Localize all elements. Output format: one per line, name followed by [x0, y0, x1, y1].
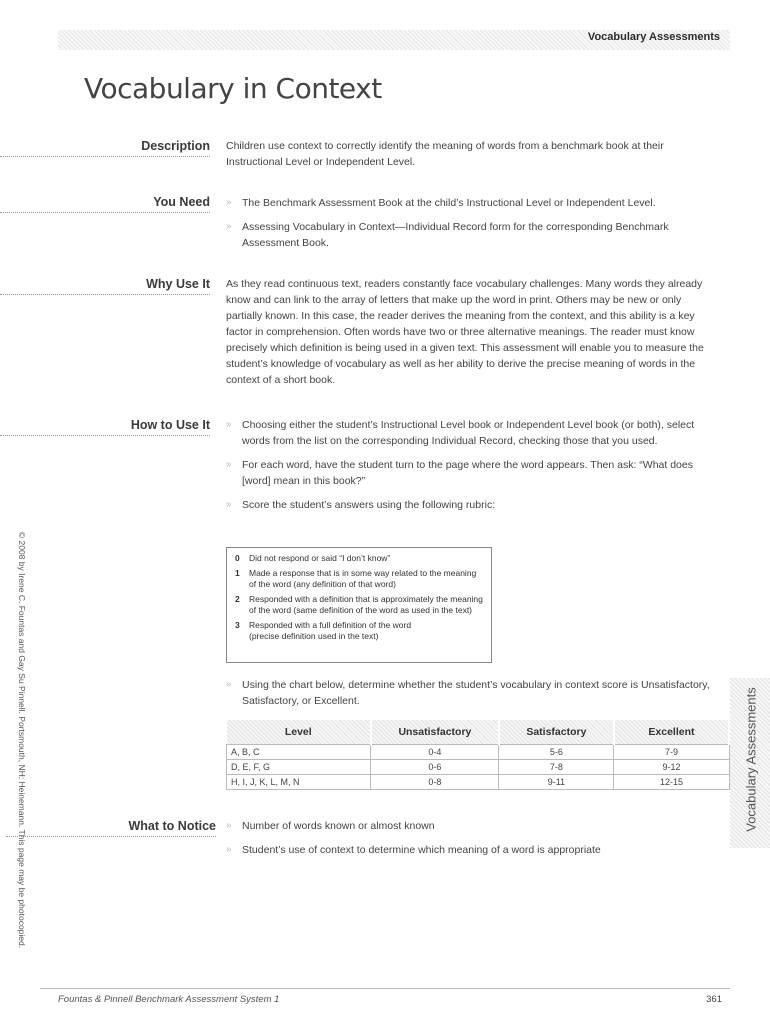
footer-divider	[40, 988, 730, 989]
why-use-it-text: As they read continuous text, readers constantly face vocabulary challenges. Many words they already know and can link to the array of letters that make up the word in print. Others may be new or only partially known. In this case, the reader derives the meaning from the context, and this ability is a key factor in comprehension. Often words have two or three alternative meanings. The reader must know precisely which definition is being used in a given text. This assessment will enable you to measure the student’s knowledge of vocabulary as well as her ability to derive the precise meaning of words in the context of a short book.	[226, 278, 704, 386]
page-title: Vocabulary in Context	[84, 72, 382, 105]
page-number: 361	[706, 994, 722, 1005]
rubric-row	[235, 620, 483, 642]
footer-series-title: Fountas & Pinnell Benchmark Assessment System 1	[58, 994, 280, 1005]
how-to-use-it-list	[226, 417, 716, 521]
rubric-text: Responded with a definition that is approximately the meaning	[249, 594, 483, 604]
list-item	[226, 219, 716, 251]
you-need-label: You Need	[0, 195, 210, 213]
list-item-text: Score the student’s answers using the following rubric:	[242, 499, 496, 511]
table-cell: 5-6	[499, 745, 614, 760]
level-score-table	[226, 720, 730, 790]
header-title: Vocabulary Assessments	[587, 31, 720, 43]
list-item	[226, 842, 716, 858]
list-item-text: Student’s use of context to determine which meaning of a word is appropriate	[242, 844, 601, 856]
list-item	[226, 457, 716, 489]
table-row	[227, 760, 730, 775]
table-cell: A, B, C	[227, 745, 371, 760]
rubric-text: (precise definition used in the text)	[249, 631, 379, 641]
rubric-score: 0	[235, 553, 240, 563]
description-label: Description	[0, 139, 210, 157]
column-header: Unsatisfactory	[371, 720, 499, 745]
rubric-text: Did not respond or said “I don’t know”	[249, 553, 391, 563]
column-header: Excellent	[614, 720, 729, 745]
table-cell: 7-9	[614, 745, 729, 760]
double-chevron-icon: »	[226, 844, 232, 855]
table-cell: 12-15	[614, 775, 729, 790]
table-cell: 0-4	[371, 745, 499, 760]
double-chevron-icon: »	[226, 679, 232, 690]
table-cell: 9-12	[614, 760, 729, 775]
rubric-score: 2	[235, 594, 240, 604]
rubric-score: 1	[235, 568, 240, 578]
scoring-rubric	[226, 547, 492, 663]
chart-instruction	[226, 677, 716, 717]
list-item	[226, 417, 716, 449]
list-item-text: Assessing Vocabulary in Context—Individual Record form for the corresponding Benchmark Assessment Book.	[242, 221, 669, 249]
table-header-row	[227, 720, 730, 745]
double-chevron-icon: »	[226, 419, 232, 430]
rubric-row	[235, 568, 483, 590]
rubric-text: of the word (any definition of that word)	[249, 579, 396, 589]
table-cell: 0-6	[371, 760, 499, 775]
table-cell: 9-11	[499, 775, 614, 790]
double-chevron-icon: »	[226, 197, 232, 208]
list-item	[226, 818, 716, 834]
column-header: Satisfactory	[499, 720, 614, 745]
list-item	[226, 497, 716, 513]
list-item	[226, 677, 716, 709]
double-chevron-icon: »	[226, 459, 232, 470]
rubric-row	[235, 553, 483, 564]
table-cell: D, E, F, G	[227, 760, 371, 775]
double-chevron-icon: »	[226, 820, 232, 831]
list-item-text: The Benchmark Assessment Book at the child’s Instructional Level or Independent Level.	[242, 197, 656, 209]
how-to-use-it-label: How to Use It	[0, 418, 210, 436]
rubric-text: of the word (same definition of the word as used in the text)	[249, 605, 473, 615]
why-use-it-label: Why Use It	[0, 277, 210, 295]
list-item-text: Number of words known or almost known	[242, 820, 435, 832]
rubric-text: Made a response that is in some way related to the meaning	[249, 568, 477, 578]
column-header: Level	[227, 720, 371, 745]
rubric-row	[235, 594, 483, 616]
double-chevron-icon: »	[226, 221, 232, 232]
what-to-notice-label: What to Notice	[6, 819, 216, 837]
side-tab-label: Vocabulary Assessments	[743, 687, 759, 832]
table-row	[227, 775, 730, 790]
list-item-text: Using the chart below, determine whether the student’s vocabulary in context score is Unsatisfactory, Satisfactory, or Excellent.	[242, 679, 710, 707]
copyright-notice: © 2008 by Irene C. Fountas and Gay Su Pinnell. Portsmouth, NH: Heinemann. This page may be photocopied.	[17, 531, 27, 949]
rubric-text: Responded with a full definition of the word	[249, 620, 412, 630]
table-cell: 0-8	[371, 775, 499, 790]
description-text: Children use context to correctly identify the meaning of words from a benchmark book at their Instructional Level or Independent Level.	[226, 140, 664, 168]
table-cell: H, I, J, K, L, M, N	[227, 775, 371, 790]
table-row	[227, 745, 730, 760]
double-chevron-icon: »	[226, 499, 232, 510]
list-item-text: For each word, have the student turn to the page where the word appears. Then ask: “What does [word] mean in this book?”	[242, 459, 693, 487]
what-to-notice-list	[226, 818, 716, 866]
rubric-score: 3	[235, 620, 240, 630]
list-item-text: Choosing either the student’s Instructional Level book or Independent Level book (or both), select words from the list on the corresponding Individual Record, checking those that you used.	[242, 419, 695, 447]
list-item	[226, 195, 716, 211]
you-need-list	[226, 195, 716, 259]
table-cell: 7-8	[499, 760, 614, 775]
